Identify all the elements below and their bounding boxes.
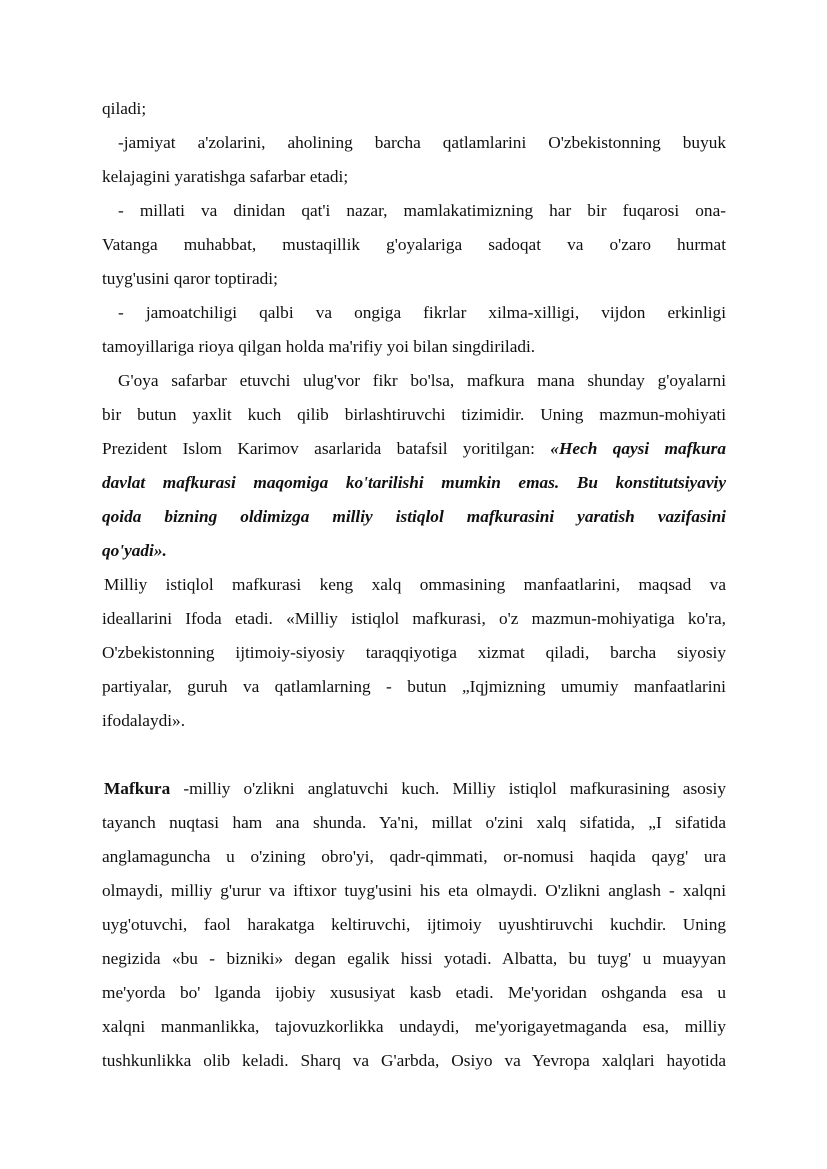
text-line: negizida «bu - bizniki» degan egalik hissi yotadi. Albatta, bu tuyg' u muayyan <box>102 949 726 968</box>
text-span: -milliy o'zlikni anglatuvchi kuch. Milliy istiqlol mafkurasining asosiy <box>170 779 726 798</box>
text-line: xalqni manmanlikka, tajovuzkorlikka undaydi, me'yorigayetmaganda esa, milliy <box>102 1017 726 1036</box>
text-line: O'zbekistonning ijtimoiy-siyosiy taraqqiyotiga xizmat qiladi, barcha siyosiy <box>102 643 726 662</box>
text-line: uyg'otuvchi, faol harakatga keltiruvchi, ijtimoiy uyushtiruvchi kuchdir. Uning <box>102 915 726 934</box>
text-line: Vatanga muhabbat, mustaqillik g'oyalariga sadoqat va o'zaro hurmat <box>102 235 726 254</box>
text-line: partiyalar, guruh va qatlamlarning - butun „Iqjmizning umumiy manfaatlarini <box>102 677 726 696</box>
text-line: kelajagini yaratishga safarbar etadi; <box>102 167 349 186</box>
text-line-with-term <box>102 772 726 806</box>
quote-line: davlat mafkurasi maqomiga ko'tarilishi mumkin emas. Bu konstitutsiyaviy <box>102 473 726 492</box>
text-line: tayanch nuqtasi ham ana shunda. Ya'ni, millat o'zini xalq sifatida, „I sifatida <box>102 813 726 832</box>
quote-line: qo'yadi». <box>102 541 167 560</box>
text-line: ideallarini Ifoda etadi. «Milliy istiqlol mafkurasi, o'z mazmun-mohiyatiga ko'ra, <box>102 609 726 628</box>
text-line: G'oya safarbar etuvchi ulug'vor fikr bo'lsa, mafkura mana shunday g'oyalarni <box>118 371 726 390</box>
text-line: tushkunlikka olib keladi. Sharq va G'arbda, Osiyo va Yevropa xalqlari hayotida <box>102 1051 726 1070</box>
quote-span: «Hech qaysi mafkura <box>550 439 726 458</box>
text-line: -jamiyat a'zolarini, aholining barcha qatlamlarini O'zbekistonning buyuk <box>118 133 726 152</box>
document-page <box>102 92 726 1078</box>
text-line: - jamoatchiligi qalbi va ongiga fikrlar xilma-xilligi, vijdon erkinligi <box>118 303 726 322</box>
text-line: bir butun yaxlit kuch qilib birlashtiruvchi tizimidir. Uning mazmun-mohiyati <box>102 405 726 424</box>
text-line-with-quote <box>102 432 726 466</box>
text-line: me'yorda bo' lganda ijobiy xususiyat kasb etadi. Me'yoridan oshganda esa u <box>102 983 726 1002</box>
text-line: anglamaguncha u o'zining obro'yi, qadr-qimmati, or-nomusi haqida qayg' ura <box>102 847 726 866</box>
quote-line: qoida bizning oldimizga milliy istiqlol mafkurasini yaratish vazifasini <box>102 507 726 526</box>
text-line: tamoyillariga rioya qilgan holda ma'rifiy yoi bilan singdiriladi. <box>102 337 536 356</box>
text-line: Milliy istiqlol mafkurasi keng xalq ommasining manfaatlarini, maqsad va <box>104 575 726 594</box>
text-line: - millati va dinidan qat'i nazar, mamlakatimizning har bir fuqarosi ona- <box>118 201 726 220</box>
text-line: qiladi; <box>102 99 147 118</box>
text-line: ifodalaydi». <box>102 711 186 730</box>
text-span: Prezident Islom Karimov asarlarida batafsil yoritilgan: <box>102 439 535 458</box>
text-line: tuyg'usini qaror toptiradi; <box>102 269 278 288</box>
text-line: olmaydi, milliy g'urur va iftixor tuyg'usini his eta olmaydi. O'zlikni anglash - xalqni <box>102 881 726 900</box>
term-span: Mafkura <box>104 779 171 798</box>
paragraph-gap <box>102 738 726 772</box>
